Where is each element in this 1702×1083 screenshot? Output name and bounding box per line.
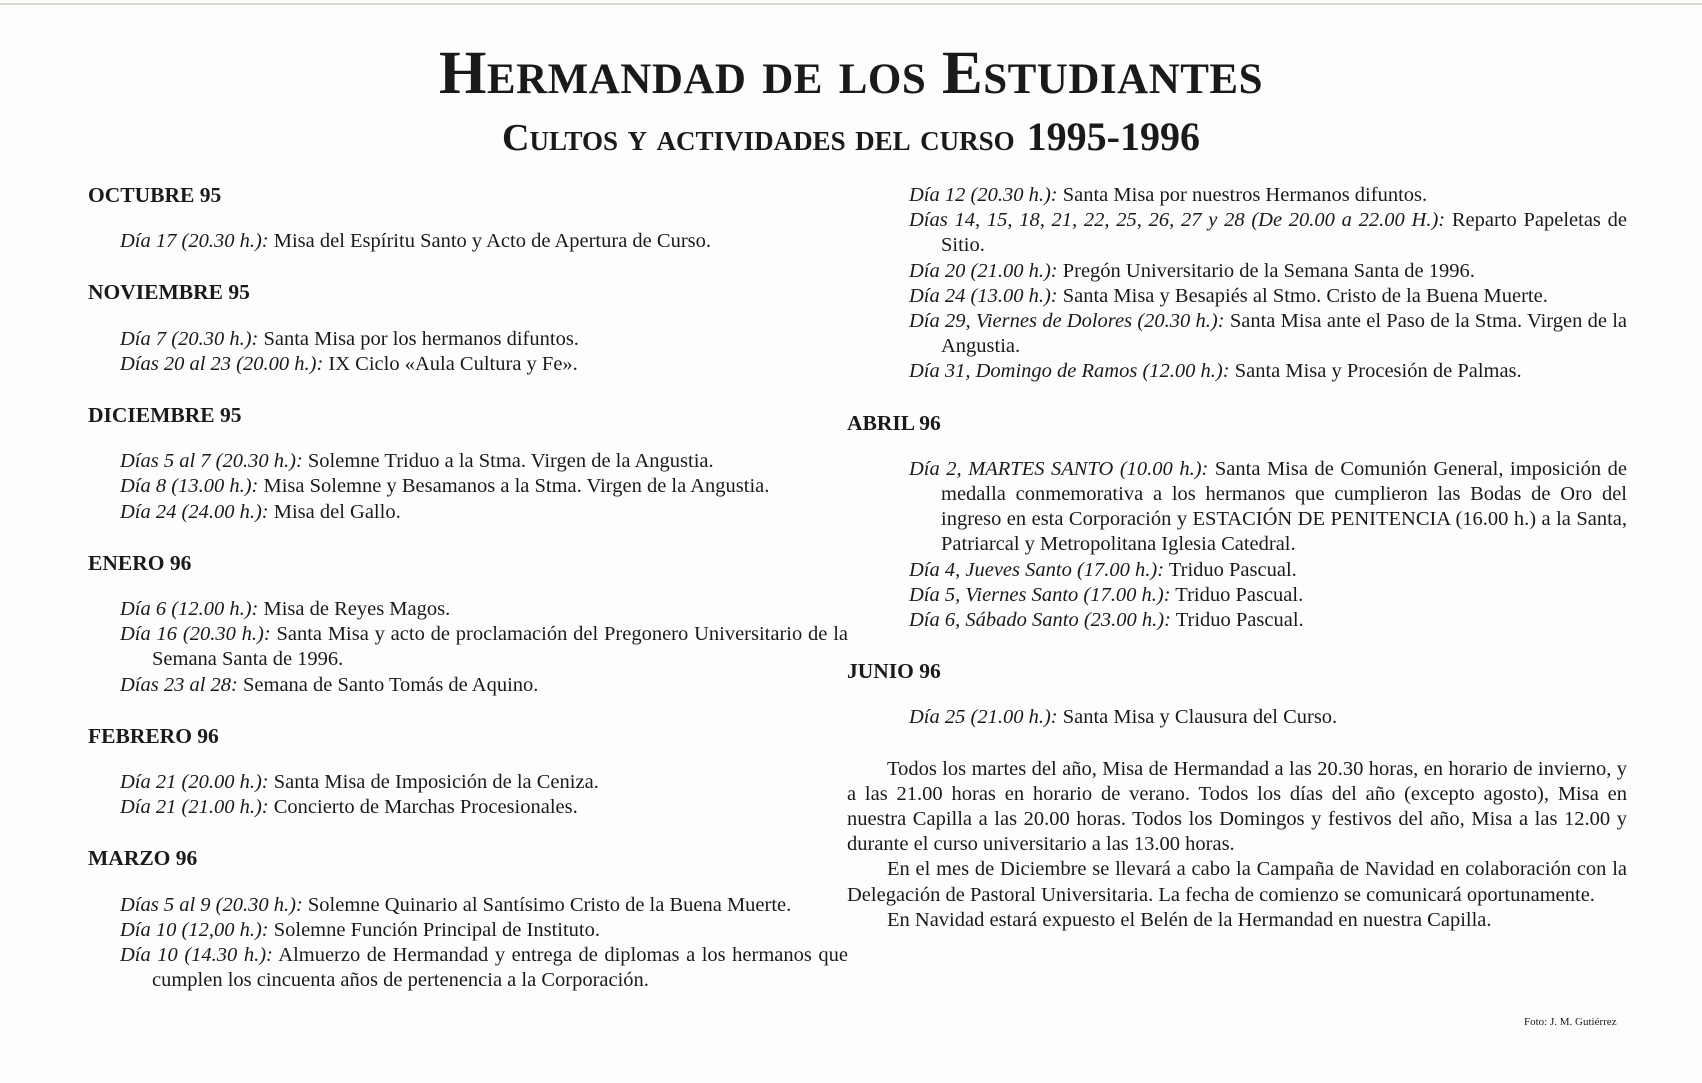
event-date: Día 25 (21.00 h.): xyxy=(909,706,1058,729)
month-heading: ABRIL 96 xyxy=(847,410,941,435)
event-entry xyxy=(909,284,1627,309)
event-entry xyxy=(909,183,1627,208)
event-text: Misa del Espíritu Santo y Acto de Apertura de Curso. xyxy=(268,230,712,253)
event-text: Santa Misa y acto de proclamación del Pregonero Universitario de la Semana Santa de 1996. xyxy=(152,623,848,671)
event-text: Almuerzo de Hermandad y entrega de diplomas a los hermanos que cumplen los cincuenta años de pertenencia a la Corporación. xyxy=(152,944,848,992)
event-text: Triduo Pascual. xyxy=(1170,609,1304,632)
event-entry xyxy=(120,918,848,943)
page-subtitle xyxy=(0,114,1702,166)
event-date: Días 14, 15, 18, 21, 22, 25, 26, 27 y 28 (De 20.00 a 22.00 H.): xyxy=(909,209,1446,232)
month-heading: DICIEMBRE 95 xyxy=(88,403,242,428)
event-entry xyxy=(909,583,1627,608)
event-entry xyxy=(909,608,1627,633)
event-date: Día 21 (21.00 h.): xyxy=(120,796,269,819)
event-date: Días 5 al 7 (20.30 h.): xyxy=(120,450,303,473)
event-entry xyxy=(120,474,848,499)
event-date: Día 10 (14.30 h.): xyxy=(120,944,273,967)
event-entry xyxy=(120,597,848,622)
event-text: Misa de Reyes Magos. xyxy=(258,598,451,621)
event-date: Día 20 (21.00 h.): xyxy=(909,259,1058,282)
event-entry xyxy=(120,893,848,918)
month-heading: FEBRERO 96 xyxy=(88,723,219,748)
event-text: Pregón Universitario de la Semana Santa de 1996. xyxy=(1057,259,1475,282)
event-text: Reparto Papeletas de Sitio. xyxy=(941,209,1627,257)
event-text: Santa Misa por nuestros Hermanos difuntos. xyxy=(1057,184,1428,206)
event-text: Santa Misa ante el Paso de la Stma. Virgen de la Angustia. xyxy=(941,310,1627,358)
event-date: Día 2, MARTES SANTO (10.00 h.): xyxy=(909,457,1209,480)
event-text: Santa Misa y Besapiés al Stmo. Cristo de la Buena Muerte. xyxy=(1057,284,1548,307)
event-text: Misa del Gallo. xyxy=(268,500,401,523)
event-entry xyxy=(120,500,848,525)
event-date: Día 6 (12.00 h.): xyxy=(120,598,259,621)
event-text: Santa Misa de Comunión General, imposición de medalla conmemorativa a los hermanos que cumplieron las Bodas de Oro del ingreso en esta Corporación y ESTACIÓN DE PENITENCIA (16.00 h.) a la Santa, Patriarcal y Metropolitana Iglesia Catedral. xyxy=(941,457,1627,556)
event-date: Días 20 al 23 (20.00 h.): xyxy=(120,352,324,375)
event-entry xyxy=(909,359,1627,384)
left-column xyxy=(88,183,848,993)
month-heading: NOVIEMBRE 95 xyxy=(88,280,250,305)
event-text: Santa Misa y Clausura del Curso. xyxy=(1057,706,1338,729)
event-entry xyxy=(120,229,848,254)
month-heading: JUNIO 96 xyxy=(847,659,941,684)
subtitle-text: Cultos y actividades del curso xyxy=(502,117,1015,159)
month-heading: MARZO 96 xyxy=(88,846,198,871)
event-date: Día 5, Viernes Santo (17.00 h.): xyxy=(909,583,1171,606)
event-date: Días 5 al 9 (20.30 h.): xyxy=(120,893,303,916)
event-text: Santa Misa y Procesión de Palmas. xyxy=(1229,360,1522,383)
month-heading: OCTUBRE 95 xyxy=(88,183,222,207)
note-paragraph: En Navidad estará expuesto el Belén de la Hermandad en nuestra Capilla. xyxy=(887,908,1492,931)
event-text: IX Ciclo «Aula Cultura y Fe». xyxy=(323,352,578,375)
event-entry xyxy=(909,705,1627,730)
subtitle-year: 1995-1996 xyxy=(1026,114,1200,159)
note-paragraph: En el mes de Diciembre se llevará a cabo la Campaña de Navidad en colaboración con la Delegación de Pastoral Universitaria. La fecha de comienzo se comunicará oportunamente. xyxy=(847,858,1627,906)
event-date: Días 23 al 28: xyxy=(120,673,238,696)
top-rule xyxy=(0,3,1702,5)
page-title: Hermandad de los Estudiantes xyxy=(438,40,1264,107)
notes-block xyxy=(847,757,1627,933)
event-date: Día 24 (24.00 h.): xyxy=(120,500,269,523)
event-entry xyxy=(909,208,1627,258)
event-text: Concierto de Marchas Procesionales. xyxy=(268,796,578,819)
event-text: Triduo Pascual. xyxy=(1170,583,1304,606)
note-paragraph: Todos los martes del año, Misa de Hermandad a las 20.30 horas, en horario de invierno, y a las 21.00 horas en horario de verano. Todos los días del año (excepto agosto), Misa en nuestra Capilla a las 20.00 horas. Todos los Domingos y festivos del año, Misa a las 12.00 y durante el curso universitario a las 13.00 horas. xyxy=(847,757,1627,856)
event-date: Día 29, Viernes de Dolores (20.30 h.): xyxy=(909,310,1225,333)
month-heading: ENERO 96 xyxy=(88,550,192,575)
event-text: Solemne Triduo a la Stma. Virgen de la Angustia. xyxy=(302,450,714,473)
event-text: Santa Misa de Imposición de la Ceniza. xyxy=(268,771,599,794)
event-entry xyxy=(909,558,1627,583)
event-date: Día 12 (20.30 h.): xyxy=(909,184,1058,206)
event-text: Solemne Función Principal de Instituto. xyxy=(268,918,600,941)
event-entry xyxy=(120,352,848,377)
event-date: Día 31, Domingo de Ramos (12.00 h.): xyxy=(909,360,1230,383)
event-date: Día 21 (20.00 h.): xyxy=(120,771,269,794)
event-entry xyxy=(120,770,848,795)
event-text: Solemne Quinario al Santísimo Cristo de la Buena Muerte. xyxy=(302,893,792,916)
event-date: Día 24 (13.00 h.): xyxy=(909,284,1058,307)
event-entry xyxy=(120,327,848,352)
right-column xyxy=(847,183,1627,933)
event-text: Semana de Santo Tomás de Aquino. xyxy=(237,673,539,696)
event-entry xyxy=(909,259,1627,284)
event-date: Día 16 (20.30 h.): xyxy=(120,623,271,646)
event-date: Día 6, Sábado Santo (23.00 h.): xyxy=(909,609,1171,632)
event-entry xyxy=(120,622,848,672)
event-date: Día 10 (12,00 h.): xyxy=(120,918,269,941)
event-entry xyxy=(120,449,848,474)
event-text: Santa Misa por los hermanos difuntos. xyxy=(258,327,579,350)
event-date: Día 7 (20.30 h.): xyxy=(120,327,259,350)
event-date: Día 8 (13.00 h.): xyxy=(120,475,259,498)
event-date: Día 4, Jueves Santo (17.00 h.): xyxy=(909,558,1165,581)
event-text: Misa Solemne y Besamanos a la Stma. Virgen de la Angustia. xyxy=(258,475,770,498)
event-entry xyxy=(120,673,848,698)
event-entry xyxy=(909,457,1627,558)
event-text: Triduo Pascual. xyxy=(1164,558,1297,581)
photo-credit: Foto: J. M. Gutiérrez xyxy=(1524,1016,1617,1028)
event-entry xyxy=(120,943,848,993)
event-date: Día 17 (20.30 h.): xyxy=(120,230,269,253)
event-entry xyxy=(120,795,848,820)
event-entry xyxy=(909,309,1627,359)
